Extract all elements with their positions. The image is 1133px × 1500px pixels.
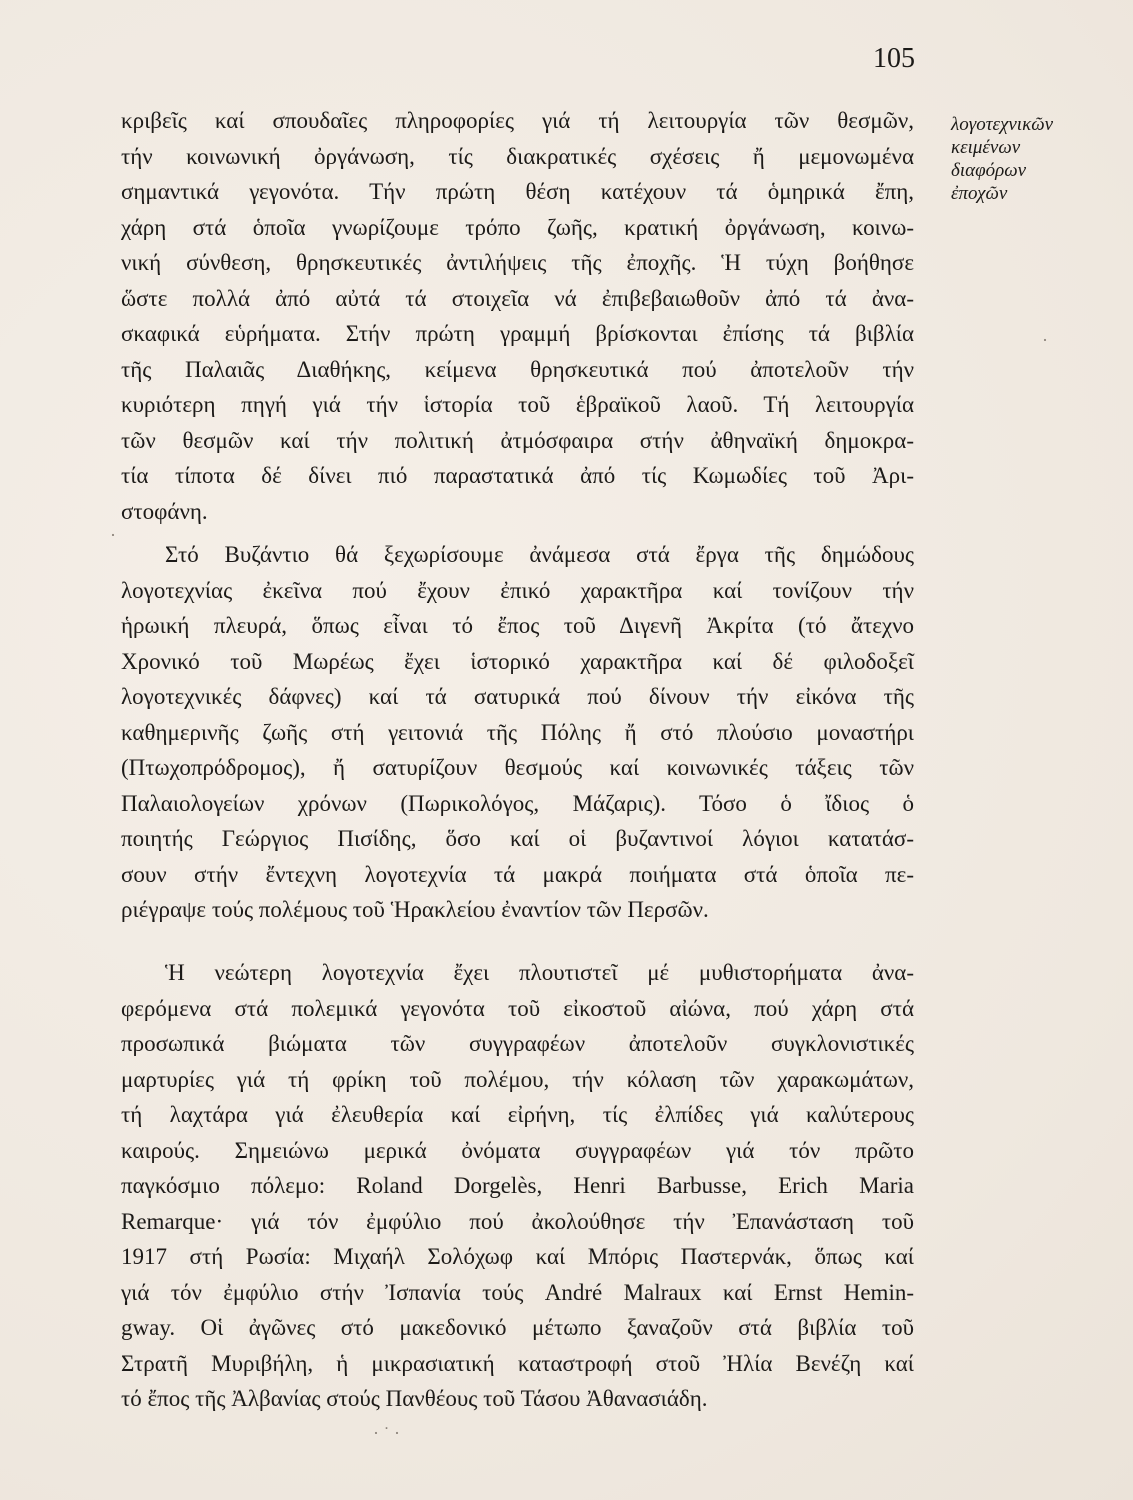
text-line: λογοτεχνίας ἐκεῖνα πού ἔχουν ἐπικό χαρακτῆρα καί τονίζουν τήν [121, 577, 914, 603]
text-line: ποιητής Γεώργιος Πισίδης, ὅσο καί οἱ βυζαντινοί λόγιοι κατατάσ- [121, 826, 914, 851]
text-line: Στό Βυζάντιο θά ξεχωρίσουμε ἀνάμεσα στά ἔργα τῆς δημώδους [165, 542, 914, 567]
text-line: νική σύνθεση, θρησκευτικές ἀντιλήψεις τῆς ἐποχῆς. Ἡ τύχη βοήθησε [121, 250, 914, 275]
paragraph-1 [121, 103, 914, 529]
text-line: τῶν θεσμῶν καί τήν πολιτική ἀτμόσφαιρα στήν ἀθηναϊκή δημοκρα- [121, 427, 914, 453]
text-line: Ἡ νεώτερη λογοτεχνία ἔχει πλουτιστεῖ μέ μυθιστορήματα ἀνα- [165, 960, 914, 985]
text-line: 1917 στή Ρωσία: Μιχαήλ Σολόχωφ καί Μπόρις Παστερνάκ, ὅπως καί [121, 1244, 914, 1269]
text-line: προσωπικά βιώματα τῶν συγγραφέων ἀποτελοῦν συγκλονιστικές [121, 1031, 914, 1056]
margin-note [951, 113, 1101, 205]
text-line: Χρονικό τοῦ Μωρέως ἔχει ἱστορικό χαρακτῆρα καί δέ φιλοδοξεῖ [121, 648, 914, 674]
text-line: τῆς Παλαιᾶς Διαθήκης, κείμενα θρησκευτικά πού ἀποτελοῦν τήν [121, 356, 914, 382]
text-line: κριβεῖς καί σπουδαῖες πληροφορίες γιά τή λειτουργία τῶν θεσμῶν, [121, 108, 914, 133]
print-speck: · [110, 525, 116, 545]
text-line: καιρούς. Σημειώνω μερικά ὀνόματα συγγραφέων γιά τόν πρῶτο [121, 1137, 914, 1163]
margin-note-line: λογοτεχνικῶν [951, 114, 1054, 135]
print-speck: · ˙ · [373, 1423, 400, 1443]
page-number: 105 [873, 43, 915, 74]
text-line: κυριότερη πηγή γιά τήν ἱστορία τοῦ ἑβραϊκοῦ λαοῦ. Τή λειτουργία [121, 392, 914, 417]
text-line: στοφάνη. [121, 498, 208, 524]
text-line: (Πτωχοπρόδρομος), ἤ σατυρίζουν θεσμούς καί κοινωνικές τάξεις τῶν [121, 755, 914, 780]
text-line: ἡρωική πλευρά, ὅπως εἶναι τό ἔπος τοῦ Διγενῆ Ἀκρίτα (τό ἄτεχνο [121, 613, 914, 638]
print-speck: · [1042, 330, 1048, 350]
paragraph-3 [121, 955, 914, 1417]
text-line: γιά τόν ἐμφύλιο στήν Ἰσπανία τούς André Malraux καί Ernst Hemin- [121, 1279, 914, 1305]
margin-note-line: διαφόρων [951, 160, 1027, 181]
text-line: μαρτυρίες γιά τή φρίκη τοῦ πολέμου, τήν κόλαση τῶν χαρακωμάτων, [121, 1066, 914, 1092]
text-line: τό ἔπος τῆς Ἀλβανίας στούς Πανθέους τοῦ Τάσου Ἀθανασιάδη. [121, 1386, 708, 1411]
text-line: gway. Οἱ ἀγῶνες στό μακεδονικό μέτωπο ξαναζοῦν στά βιβλία τοῦ [121, 1315, 914, 1340]
paragraph-2 [121, 537, 914, 928]
margin-note-line: κειμένων [951, 137, 1021, 158]
text-line: χάρη στά ὁποῖα γνωρίζουμε τρόπο ζωῆς, κρατική ὀργάνωση, κοινω- [121, 214, 914, 240]
text-line: σημαντικά γεγονότα. Τήν πρώτη θέση κατέχουν τά ὁμηρικά ἔπη, [121, 179, 914, 204]
text-line: φερόμενα στά πολεμικά γεγονότα τοῦ εἰκοστοῦ αἰώνα, πού χάρη στά [121, 995, 914, 1021]
text-line: Στρατῆ Μυριβήλη, ἡ μικρασιατική καταστροφή στοῦ Ἠλία Βενέζη καί [121, 1350, 914, 1376]
text-line: Παλαιολογείων χρόνων (Πωρικολόγος, Μάζαρις). Τόσο ὁ ἴδιος ὁ [121, 790, 914, 816]
text-line: ριέγραψε τούς πολέμους τοῦ Ἡρακλείου ἐναντίον τῶν Περσῶν. [121, 897, 709, 922]
text-line: σκαφικά εὑρήματα. Στήν πρώτη γραμμή βρίσκονται ἐπίσης τά βιβλία [121, 321, 914, 346]
text-line: Remarque· γιά τόν ἐμφύλιο πού ἀκολούθησε τήν Ἐπανάσταση τοῦ [121, 1208, 914, 1234]
text-line: σουν στήν ἔντεχνη λογοτεχνία τά μακρά ποιήματα στά ὁποῖα πε- [121, 861, 914, 887]
text-line: τήν κοινωνική ὀργάνωση, τίς διακρατικές σχέσεις ἤ μεμονωμένα [121, 143, 914, 169]
text-line: παγκόσμιο πόλεμο: Roland Dorgelès, Henri Barbusse, Erich Maria [121, 1173, 914, 1198]
text-line: λογοτεχνικές δάφνες) καί τά σατυρικά πού δίνουν τήν εἰκόνα τῆς [121, 684, 914, 709]
margin-note-line: ἐποχῶν [951, 183, 1008, 204]
text-line: καθημερινῆς ζωῆς στή γειτονιά τῆς Πόλης ἤ στό πλούσιο μοναστήρι [121, 719, 914, 745]
text-line: τή λαχτάρα γιά ἐλευθερία καί εἰρήνη, τίς ἐλπίδες γιά καλύτερους [121, 1102, 914, 1127]
text-line: τία τίποτα δέ δίνει πιό παραστατικά ἀπό τίς Κωμωδίες τοῦ Ἀρι- [121, 463, 914, 488]
text-line: ὥστε πολλά ἀπό αὐτά τά στοιχεῖα νά ἐπιβεβαιωθοῦν ἀπό τά ἀνα- [121, 285, 914, 311]
